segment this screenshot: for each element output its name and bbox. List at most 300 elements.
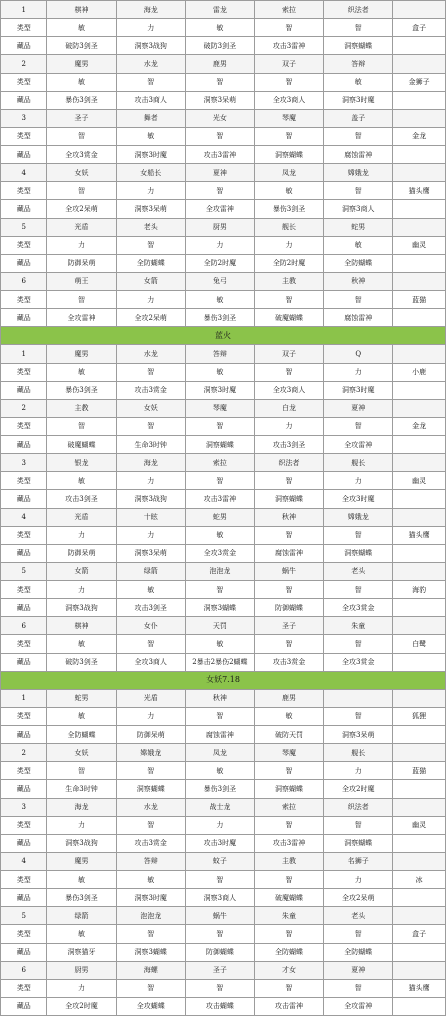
table-cell: 智 [116, 363, 185, 381]
row-label-cell: 6 [1, 617, 47, 635]
table-cell [324, 689, 393, 707]
table-cell: 力 [254, 417, 323, 435]
pet-cell [393, 726, 446, 744]
table-cell: 洞察3战狗 [47, 599, 116, 617]
table-cell: 洞察蝴蝶 [185, 436, 254, 454]
table-cell: 光盾 [116, 689, 185, 707]
table-cell: 智 [254, 762, 323, 780]
table-cell: 智 [185, 871, 254, 889]
table-cell: 织法者 [324, 1, 393, 19]
table-cell: Q [324, 345, 393, 363]
row-label-cell: 类型 [1, 526, 47, 544]
table-cell: 蛇男 [185, 508, 254, 526]
table-cell: 智 [47, 417, 116, 435]
table-row [1, 544, 446, 562]
table-row [1, 852, 446, 870]
table-cell: 暴伤3剑圣 [47, 91, 116, 109]
pet-cell [393, 744, 446, 762]
table-cell: 智 [185, 925, 254, 943]
table-row [1, 381, 446, 399]
table-cell: 织法者 [254, 454, 323, 472]
table-cell: 智 [324, 979, 393, 997]
table-cell: 水龙 [116, 55, 185, 73]
table-cell: 厨男 [185, 218, 254, 236]
pet-cell: 盒子 [393, 19, 446, 37]
pet-cell: 盒子 [393, 925, 446, 943]
table-cell: 全防2时魔 [254, 254, 323, 272]
table-row [1, 146, 446, 164]
table-cell: 棋神 [47, 1, 116, 19]
row-label-cell: 类型 [1, 979, 47, 997]
table-cell: 智 [254, 472, 323, 490]
table-row [1, 309, 446, 327]
table-cell: 棋神 [47, 617, 116, 635]
table-cell: 朱童 [324, 617, 393, 635]
pet-cell: 小鹿 [393, 363, 446, 381]
table-cell: 敏 [254, 707, 323, 725]
table-cell: 力 [47, 581, 116, 599]
table-row [1, 816, 446, 834]
table-cell: 洞察猫牙 [47, 943, 116, 961]
table-cell: 智 [185, 707, 254, 725]
table-cell: 洞察3蝴蝶 [185, 599, 254, 617]
table-cell: 圣子 [47, 109, 116, 127]
pet-cell [393, 798, 446, 816]
table-cell: 智 [185, 127, 254, 145]
row-label-cell: 类型 [1, 73, 47, 91]
row-label-cell: 藏品 [1, 834, 47, 852]
pet-cell [393, 852, 446, 870]
section-header-row [1, 671, 446, 689]
table-cell: 智 [324, 707, 393, 725]
table-row [1, 1, 446, 19]
pet-cell: 幽灵 [393, 816, 446, 834]
table-cell: 智 [116, 635, 185, 653]
table-row [1, 345, 446, 363]
pet-cell [393, 164, 446, 182]
table-row [1, 961, 446, 979]
pet-cell [393, 617, 446, 635]
pet-cell [393, 780, 446, 798]
table-cell: 敏 [116, 581, 185, 599]
pet-cell [393, 562, 446, 580]
table-cell: 全防蝴蝶 [324, 943, 393, 961]
table-cell: 智 [324, 581, 393, 599]
table-cell: 洞察3蝴蝶 [116, 943, 185, 961]
row-label-cell: 5 [1, 562, 47, 580]
table-row [1, 236, 446, 254]
row-label-cell: 藏品 [1, 726, 47, 744]
table-cell: 全攻雷神 [185, 200, 254, 218]
table-cell: 全攻2时魔 [47, 997, 116, 1015]
row-label-cell: 类型 [1, 291, 47, 309]
table-cell: 全攻3商人 [254, 91, 323, 109]
table-row [1, 635, 446, 653]
table-cell: 智 [185, 417, 254, 435]
table-cell: 厨男 [47, 961, 116, 979]
table-cell: 洞察蝴蝶 [254, 780, 323, 798]
table-cell: 敏 [324, 236, 393, 254]
row-label-cell: 类型 [1, 19, 47, 37]
table-cell: 全攻雷神 [324, 997, 393, 1015]
table-cell: 鹿男 [185, 55, 254, 73]
table-cell: 全攻蝴蝶 [116, 997, 185, 1015]
table-cell: 智 [254, 979, 323, 997]
table-cell: 十眩 [116, 508, 185, 526]
table-cell: 腐蚀雷神 [254, 544, 323, 562]
table-cell: 破魔蝴蝶 [254, 309, 323, 327]
table-cell: 光盾 [47, 508, 116, 526]
pet-cell [393, 37, 446, 55]
table-row [1, 218, 446, 236]
table-cell: 答辩 [185, 345, 254, 363]
table-row [1, 109, 446, 127]
table-cell: 白龙 [254, 399, 323, 417]
row-label-cell: 藏品 [1, 780, 47, 798]
table-cell: 敏 [185, 635, 254, 653]
pet-cell: 幽灵 [393, 472, 446, 490]
row-label-cell: 4 [1, 508, 47, 526]
table-row [1, 943, 446, 961]
table-cell: 智 [116, 236, 185, 254]
table-cell: 敏 [47, 707, 116, 725]
table-cell: 嫦娥龙 [324, 508, 393, 526]
pet-cell [393, 834, 446, 852]
table-row [1, 780, 446, 798]
table-cell: 女仆 [116, 617, 185, 635]
table-cell: 攻击雷神 [254, 997, 323, 1015]
table-cell: 敏 [47, 871, 116, 889]
table-cell: 蚊子 [185, 852, 254, 870]
pet-cell [393, 961, 446, 979]
table-cell: 凤龙 [254, 164, 323, 182]
row-label-cell: 4 [1, 164, 47, 182]
table-row [1, 454, 446, 472]
row-label-cell: 2 [1, 399, 47, 417]
table-cell: 全攻3商人 [254, 381, 323, 399]
table-cell: 力 [47, 526, 116, 544]
table-cell: 力 [116, 526, 185, 544]
table-cell: 力 [185, 236, 254, 254]
table-cell: 攻击3赏金 [116, 834, 185, 852]
table-row [1, 762, 446, 780]
pet-cell [393, 309, 446, 327]
table-cell: 泡泡龙 [116, 907, 185, 925]
table-cell: 嫦娥龙 [324, 164, 393, 182]
pet-cell: 猫头鹰 [393, 182, 446, 200]
pet-cell [393, 907, 446, 925]
pet-cell [393, 146, 446, 164]
table-cell: 破防3剑圣 [47, 653, 116, 671]
table-cell: 老头 [324, 907, 393, 925]
pet-cell [393, 55, 446, 73]
table-row [1, 617, 446, 635]
row-label-cell: 类型 [1, 417, 47, 435]
table-cell: 洞察蝴蝶 [254, 146, 323, 164]
table-cell: 双子 [254, 55, 323, 73]
table-cell: 全防蝴蝶 [254, 943, 323, 961]
pet-cell: 金狮子 [393, 73, 446, 91]
table-cell: 银龙 [47, 454, 116, 472]
table-row [1, 363, 446, 381]
pet-cell [393, 109, 446, 127]
pet-cell: 蓝猫 [393, 762, 446, 780]
table-cell: 琴魔 [254, 109, 323, 127]
table-cell: 敏 [185, 762, 254, 780]
row-label-cell: 类型 [1, 236, 47, 254]
table-cell: 老头 [116, 218, 185, 236]
table-cell: 智 [254, 635, 323, 653]
table-cell: 全攻3赏金 [324, 653, 393, 671]
table-cell: 力 [116, 182, 185, 200]
table-cell: 洞察3战狗 [116, 490, 185, 508]
table-cell: 洞察3呆萌 [324, 726, 393, 744]
section-header-row [1, 327, 446, 345]
table-cell: 破防3剑圣 [47, 37, 116, 55]
table-cell: 智 [47, 182, 116, 200]
table-row [1, 907, 446, 925]
table-row [1, 726, 446, 744]
pet-cell [393, 653, 446, 671]
pet-cell [393, 200, 446, 218]
table-row [1, 254, 446, 272]
table-cell: 智 [185, 581, 254, 599]
table-cell: 攻击3雷神 [185, 490, 254, 508]
row-label-cell: 3 [1, 798, 47, 816]
table-cell: 洞察蝴蝶 [324, 544, 393, 562]
table-cell: 防御蝴蝶 [185, 943, 254, 961]
table-cell: 智 [254, 73, 323, 91]
table-cell: 智 [47, 762, 116, 780]
table-cell: 敏 [185, 526, 254, 544]
pet-cell: 猫头鹰 [393, 526, 446, 544]
table-cell: 暴伤3剑圣 [185, 309, 254, 327]
table-row [1, 490, 446, 508]
table-cell: 智 [254, 925, 323, 943]
table-cell: 敏 [116, 127, 185, 145]
table-cell: 雷龙 [185, 1, 254, 19]
table-cell: 朱童 [254, 907, 323, 925]
table-cell: 敏 [47, 925, 116, 943]
table-cell: 秋神 [185, 689, 254, 707]
table-cell: 洞察蝴蝶 [324, 37, 393, 55]
table-cell: 女箭 [47, 562, 116, 580]
table-row [1, 417, 446, 435]
table-row [1, 73, 446, 91]
row-label-cell: 藏品 [1, 200, 47, 218]
table-row [1, 526, 446, 544]
table-row [1, 979, 446, 997]
row-label-cell: 藏品 [1, 436, 47, 454]
table-cell: 防御蝴蝶 [254, 599, 323, 617]
table-cell: 全攻2时魔 [324, 780, 393, 798]
table-cell: 力 [47, 979, 116, 997]
table-row [1, 436, 446, 454]
table-cell: 鹿男 [254, 689, 323, 707]
table-cell: 智 [324, 182, 393, 200]
row-label-cell: 类型 [1, 127, 47, 145]
table-cell: 盖子 [324, 109, 393, 127]
table-cell: 女妖 [47, 164, 116, 182]
table-cell: 攻击3剑圣 [254, 436, 323, 454]
row-label-cell: 类型 [1, 925, 47, 943]
table-cell: 全攻3时魔 [324, 490, 393, 508]
table-cell: 智 [254, 816, 323, 834]
table-cell: 全攻3赏金 [47, 146, 116, 164]
table-cell: 织法者 [324, 798, 393, 816]
table-cell: 舰长 [254, 218, 323, 236]
pet-cell [393, 943, 446, 961]
table-cell: 敏 [47, 472, 116, 490]
row-label-cell: 藏品 [1, 91, 47, 109]
section-title: 女妖7.18 [1, 671, 446, 689]
pet-cell: 幽灵 [393, 236, 446, 254]
table-cell: 全防蝴蝶 [116, 254, 185, 272]
table-cell: 主教 [254, 852, 323, 870]
table-cell: 智 [324, 816, 393, 834]
row-label-cell: 藏品 [1, 146, 47, 164]
table-cell: 破魔蝴蝶 [254, 889, 323, 907]
table-row [1, 889, 446, 907]
table-cell: 夏神 [324, 961, 393, 979]
row-label-cell: 藏品 [1, 309, 47, 327]
table-cell: 圣子 [185, 961, 254, 979]
pet-cell [393, 1, 446, 19]
row-label-cell: 藏品 [1, 997, 47, 1015]
pet-cell [393, 544, 446, 562]
table-cell: 敏 [47, 73, 116, 91]
table-cell: 洞察3呆萌 [185, 91, 254, 109]
row-label-cell: 藏品 [1, 544, 47, 562]
pet-cell [393, 454, 446, 472]
table-cell: 敏 [185, 19, 254, 37]
table-cell: 力 [116, 291, 185, 309]
table-cell: 力 [324, 472, 393, 490]
table-cell: 防御呆萌 [47, 544, 116, 562]
table-cell: 智 [254, 526, 323, 544]
table-row [1, 871, 446, 889]
table-cell: 破防天罚 [254, 726, 323, 744]
table-cell: 暴伤3剑圣 [185, 780, 254, 798]
table-cell: 力 [254, 236, 323, 254]
table-row [1, 399, 446, 417]
table-cell: 智 [254, 581, 323, 599]
table-row [1, 182, 446, 200]
table-cell: 老头 [324, 562, 393, 580]
table-cell: 智 [324, 291, 393, 309]
table-cell: 智 [47, 127, 116, 145]
table-cell: 攻击3雷神 [254, 834, 323, 852]
row-label-cell: 6 [1, 272, 47, 290]
row-label-cell: 3 [1, 454, 47, 472]
row-label-cell: 藏品 [1, 653, 47, 671]
table-cell: 兔弓 [185, 272, 254, 290]
table-cell: 蜗牛 [185, 907, 254, 925]
table-cell: 力 [324, 363, 393, 381]
table-cell: 索拉 [254, 1, 323, 19]
table-cell: 双子 [254, 345, 323, 363]
pet-cell: 冰 [393, 871, 446, 889]
table-cell: 攻击3时魔 [185, 834, 254, 852]
table-cell: 海螺 [116, 961, 185, 979]
table-cell: 全攻2呆萌 [47, 200, 116, 218]
pet-cell [393, 508, 446, 526]
table-cell: 洞察3时魔 [185, 381, 254, 399]
table-cell: 智 [47, 291, 116, 309]
table-cell: 答辩 [324, 55, 393, 73]
table-row [1, 91, 446, 109]
table-row [1, 55, 446, 73]
table-cell: 洞察3商人 [185, 889, 254, 907]
row-label-cell: 类型 [1, 581, 47, 599]
table-cell: 敏 [185, 363, 254, 381]
table-cell: 索拉 [185, 454, 254, 472]
row-label-cell: 类型 [1, 762, 47, 780]
table-cell: 智 [185, 73, 254, 91]
table-cell: 秋神 [254, 508, 323, 526]
table-row [1, 798, 446, 816]
row-label-cell: 3 [1, 109, 47, 127]
row-label-cell: 1 [1, 689, 47, 707]
row-label-cell: 类型 [1, 363, 47, 381]
table-cell: 全攻3赏金 [324, 599, 393, 617]
table-cell: 敏 [47, 363, 116, 381]
table-row [1, 508, 446, 526]
table-cell: 全攻2呆萌 [116, 309, 185, 327]
table-cell: 名狮子 [324, 852, 393, 870]
row-label-cell: 类型 [1, 182, 47, 200]
table-cell: 智 [116, 417, 185, 435]
table-cell: 主教 [254, 272, 323, 290]
table-cell: 光盾 [47, 218, 116, 236]
row-label-cell: 2 [1, 55, 47, 73]
table-cell: 力 [324, 871, 393, 889]
table-cell: 全攻3赏金 [185, 544, 254, 562]
table-cell: 智 [254, 127, 323, 145]
table-row [1, 707, 446, 725]
table-cell: 夏神 [185, 164, 254, 182]
table-cell: 绿箭 [47, 907, 116, 925]
table-cell: 蜗牛 [254, 562, 323, 580]
table-cell: 主教 [47, 399, 116, 417]
table-cell: 蛇男 [47, 689, 116, 707]
pet-cell: 狐狸 [393, 707, 446, 725]
table-cell: 力 [116, 707, 185, 725]
table-cell: 洞察3战狗 [116, 37, 185, 55]
table-cell: 海龙 [116, 454, 185, 472]
row-label-cell: 类型 [1, 707, 47, 725]
table-cell: 海龙 [47, 798, 116, 816]
table-cell: 天罚 [185, 617, 254, 635]
table-cell: 暴伤3剑圣 [47, 889, 116, 907]
table-cell: 海龙 [116, 1, 185, 19]
table-cell: 攻击蝴蝶 [185, 997, 254, 1015]
row-label-cell: 藏品 [1, 37, 47, 55]
table-cell: 智 [254, 363, 323, 381]
table-cell: 2暴击2暴伤2蝴蝶 [185, 653, 254, 671]
table-cell: 腐蚀雷神 [185, 726, 254, 744]
table-cell: 全攻雷神 [47, 309, 116, 327]
table-cell: 才女 [254, 961, 323, 979]
table-cell: 洞察3时魔 [116, 146, 185, 164]
table-cell: 洞察3呆萌 [116, 200, 185, 218]
table-cell: 水龙 [116, 345, 185, 363]
table-row [1, 127, 446, 145]
table-cell: 智 [185, 472, 254, 490]
table-cell: 破防3剑圣 [185, 37, 254, 55]
table-cell: 洞察3时魔 [116, 889, 185, 907]
table-cell: 敏 [47, 635, 116, 653]
